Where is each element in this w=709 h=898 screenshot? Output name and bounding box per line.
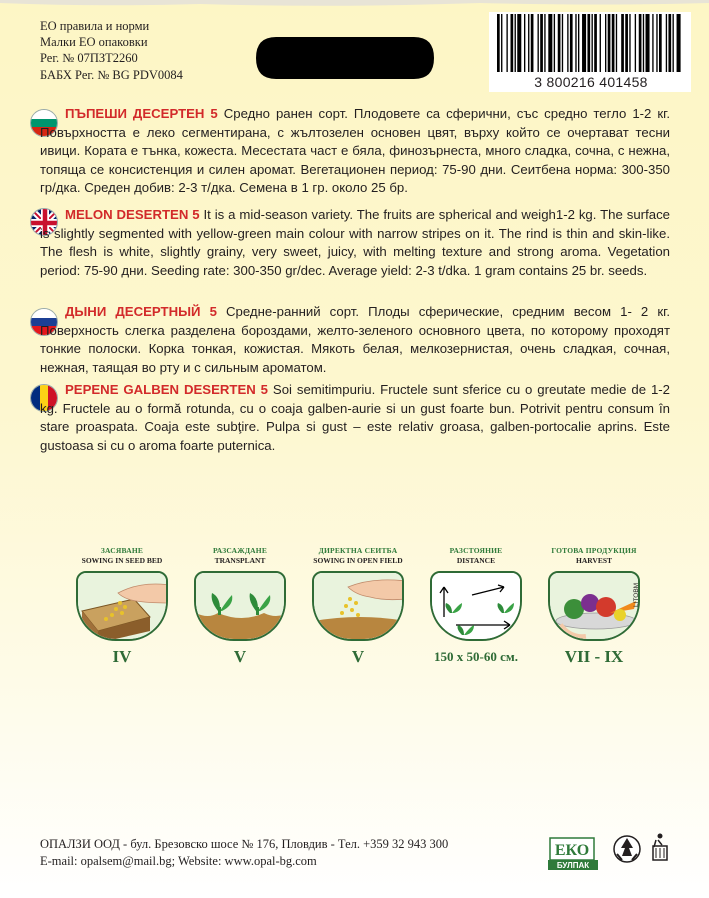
barcode-bar [621,14,624,72]
barcode-bar [587,14,590,72]
eco-logo-line2: БУЛПАК [556,861,590,870]
barcode-bar [582,14,586,72]
barcode-bar [659,14,662,72]
section-title: ПЪПЕШИ ДЕСЕРТЕН 5 [65,106,218,121]
step-label-en: SOWING IN SEED BED [81,556,163,565]
section-title: PEPENE GALBEN DESERTEN 5 [65,382,269,397]
step-label-bg: ГОТОВА ПРОДУКЦИЯ [551,546,637,555]
barcode-bar [501,14,502,72]
barcode-bar [666,14,667,72]
barcode-bar [643,14,644,72]
barcode-bar [575,14,576,72]
barcode-bar [515,14,516,72]
section-title: ДЫНИ ДЕСЕРТНЫЙ 5 [65,304,217,319]
barcode-bar [635,14,636,72]
step-transplant [190,546,290,667]
company-address: ОПАЛЗИ ООД - бул. Брезовско шосе № 176, Пловдив - Тел. +359 32 943 300 [40,837,449,851]
hang-slot [256,37,434,79]
barcode-bar [629,14,630,72]
barcode-bars [497,14,683,74]
torn-edge [0,0,709,10]
barcode-bar [578,14,579,72]
step-month: VII - IX [564,647,624,666]
step-month: IV [112,647,132,666]
barcode-bar [506,14,507,72]
barcode-number: 3 800216 401458 [534,74,648,90]
registration-block [40,18,183,83]
barcode-bar [511,14,514,72]
step-label-bg: РАЗСТОЯНИЕ [449,546,503,555]
barcode-bar [639,14,642,72]
step-label-bg: РАЗСАЖДАНЕ [212,546,268,555]
step-label-en: TRANSPLANT [214,556,266,565]
section-text: Средно ранен сорт. Плодовете са сферични, със средно тегло 1-2 кг. Повърхността е леко сегментирана, с жълтозелен основен цвят, върху който се очертават тесни ивици. Кората е тънка, кожеста. Месестата част е бяла, финозърнеста, много сладка, сочна, с нежна, топяща се консистенция и силен аромат. Вегетационен период: 75-90 дни. Сеитбена норма: 300-350 гр/дка. Среден добив: 2-3 т/дка. Семена в 1 гр. около 25 бр. [40,106,670,196]
barcode-bar [612,14,615,72]
seed-bed-icon [76,571,168,641]
barcode-bar [608,14,611,72]
harvest-icon [548,571,640,641]
registration-line: ЕО правила и норми [40,19,150,33]
section-text: Soi semitimpuriu. Fructele sunt sferice cu o greutate medie de 1-2 kg. Fructele au o formă rotunda, cu o coaja galben-aurie si un gust foarte bun. Potrivit pentru consum în stare proaspata. Coaja este subţire. Pulpa si gust – este relativ groasa, galben-portocalie aprins. Este gustoasa si cu o aroma foarte puternica. [40,382,670,453]
barcode-bar [677,14,681,72]
section-title: MELON DESERTEN 5 [65,207,200,222]
eco-logo-line1: ЕКО [554,842,590,859]
barcode-bar [497,14,500,72]
printer-mark: LITOBM [633,582,640,607]
barcode-bar [656,14,657,72]
barcode-bar [517,14,521,72]
step-distance-value: 150 x 50-60 см. [434,649,518,664]
eco-bulpak-logo [546,836,602,872]
barcode-bar [540,14,543,72]
step-month: V [233,647,247,666]
section-text: Средне-ранний сорт. Плоды сферические, средним весом 1- 2 кг. Поверхность слегка разделена бороздами, желто-зеленого основного цвета, по которому проходят тонкие полоски. Корка тонкая, кожистая. Мякоть белая, мелкозернистая, очень сладкая, сочная, нежная, таящая во рту и с сильным ароматом. [40,304,670,375]
step-label-en: DISTANCE [456,556,496,565]
growing-steps [72,546,652,666]
trash-bin-icon [648,833,670,863]
barcode-bar [652,14,653,72]
barcode-bar [567,14,568,72]
barcode [489,12,691,92]
step-month: V [351,647,365,666]
registration-line: Рег. № 07ПЗТ2260 [40,51,138,66]
barcode-bar [558,14,561,72]
step-label-en: SOWING IN OPEN FIELD [313,556,403,565]
footer-contacts [40,836,448,870]
barcode-bar [548,14,552,72]
barcode-bar [531,14,534,72]
step-label-bg: ЗАСЯВАНЕ [100,546,144,555]
barcode-bar [625,14,628,72]
step-distance [426,546,526,665]
step-sowing-open-field [308,546,408,667]
barcode-bar [673,14,674,72]
barcode-bar [600,14,601,72]
barcode-bar [544,14,545,72]
barcode-bar [528,14,529,72]
distance-icon [430,571,522,641]
barcode-bar [668,14,671,72]
barcode-bar [592,14,593,72]
barcode-bar [562,14,563,72]
barcode-bar [538,14,539,72]
company-contact: E-mail: opalsem@mail.bg; Website: www.opal-bg.com [40,854,317,868]
registration-line: БАБХ Рег. № BG PDV0084 [40,67,183,82]
step-harvest [544,546,644,667]
barcode-bar [616,14,617,72]
recycle-icon [612,834,642,870]
barcode-bar [554,14,555,72]
step-label-en: HARVEST [576,556,612,565]
barcode-bar [646,14,650,72]
registration-line: Малки ЕО опаковки [40,35,148,50]
open-field-icon [312,571,404,641]
step-sowing-seed-bed [72,546,172,667]
barcode-bar [524,14,525,72]
step-label-bg: ДИРЕКТНА СЕИТБА [318,546,398,555]
barcode-bar [594,14,597,72]
barcode-bar [605,14,606,72]
section-text: It is a mid-season variety. The fruits are spherical and weigh1-2 kg. The surface is slightly segmented with yellow-green main colour with narrow stripes on it. The rind is thin and skin-like. The flesh is white, slightly grainy, very sweet, juicy, with melting texture and strong aroma. Vegetation period: 75-90 дни. Seeding rate: 300-350 gr/dec. Average yield: 2-3 t/dka. 1 gram contains 25 br. seeds. [40,207,670,278]
barcode-bar [570,14,573,72]
transplant-icon [194,571,286,641]
